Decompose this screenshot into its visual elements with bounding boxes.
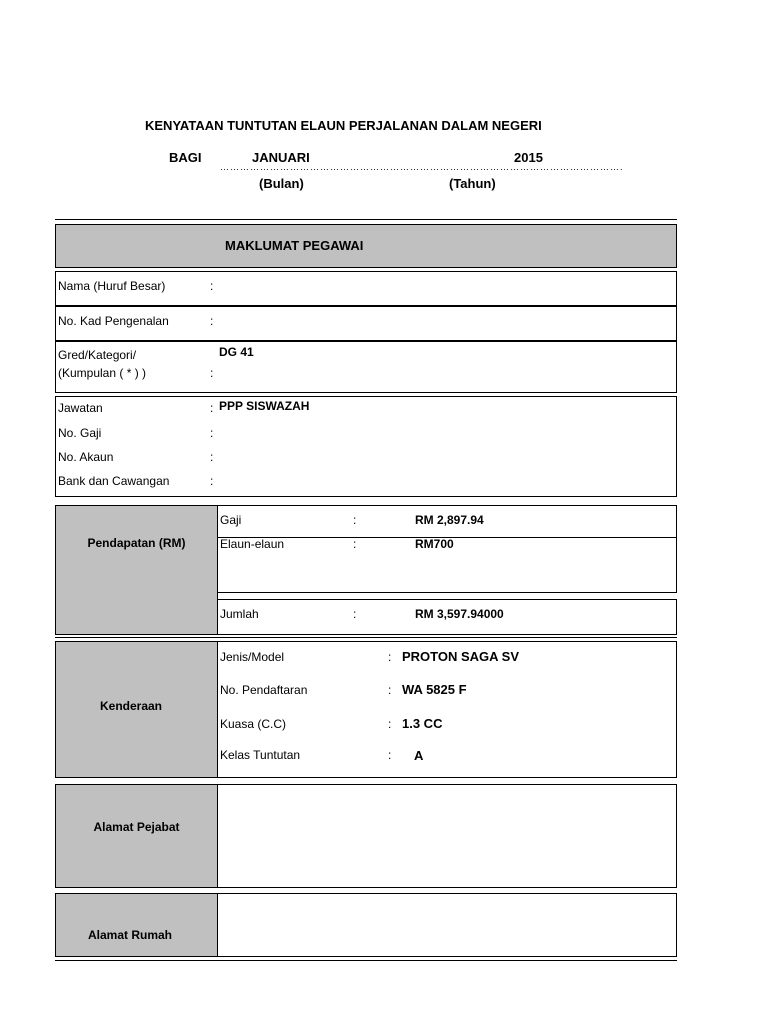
power-value: 1.3 CC [402, 716, 443, 731]
section-header-title: MAKLUMAT PEGAWAI [225, 238, 364, 253]
salary-colon: : [353, 513, 357, 527]
vehicle-label: Kenderaan [99, 699, 163, 713]
home-address-label: Alamat Rumah [87, 928, 173, 942]
office-address-field[interactable] [217, 784, 677, 888]
allowance-label: Elaun-elaun [220, 537, 285, 551]
frame-bottom-line [55, 960, 677, 961]
income-label-cell [55, 505, 218, 635]
month-caption: (Bulan) [259, 176, 304, 191]
total-value: RM 3,597.94000 [415, 607, 504, 621]
frame-top-line [55, 219, 677, 220]
power-label: Kuasa (C.C) [220, 717, 287, 731]
total-label: Jumlah [220, 607, 259, 621]
bank-label: Bank dan Cawangan [58, 474, 170, 488]
post-value: PPP SISWAZAH [219, 399, 310, 413]
post-label: Jawatan [58, 401, 103, 415]
form-title: KENYATAAN TUNTUTAN ELAUN PERJALANAN DALAM NEGERI [145, 118, 542, 133]
model-value: PROTON SAGA SV [402, 649, 520, 664]
vehicle-top-line [55, 637, 677, 638]
income-label: Pendapatan (RM) [87, 536, 186, 550]
office-address-label-cell [55, 784, 218, 888]
bank-colon: : [210, 474, 214, 488]
grade-value: DG 41 [219, 345, 254, 359]
reg-label: No. Pendaftaran [220, 683, 308, 697]
section-header [55, 224, 677, 268]
period-year: 2015 [514, 150, 543, 165]
period-bagi-label: BAGI [169, 150, 202, 165]
model-colon: : [388, 650, 392, 664]
salary-no-label: No. Gaji [58, 426, 102, 440]
name-colon: : [210, 279, 214, 293]
period-dotted-line: …………………………………………………………………………………………………………. [220, 162, 624, 172]
grade-label-1: Gred/Kategori/ [58, 348, 137, 362]
allowance-value: RM700 [415, 537, 454, 551]
salary-label: Gaji [220, 513, 242, 527]
office-address-label: Alamat Pejabat [93, 820, 180, 834]
class-colon: : [388, 748, 392, 762]
reg-colon: : [388, 683, 392, 697]
grade-colon: : [210, 366, 214, 380]
account-label: No. Akaun [58, 450, 114, 464]
salary-no-colon: : [210, 426, 214, 440]
grade-label-2: (Kumpulan ( * ) ) [58, 366, 147, 380]
post-colon: : [210, 401, 214, 415]
ic-label: No. Kad Pengenalan [58, 314, 169, 328]
class-value: A [414, 748, 424, 763]
class-label: Kelas Tuntutan [220, 748, 301, 762]
year-caption: (Tahun) [449, 176, 496, 191]
account-colon: : [210, 450, 214, 464]
period-month: JANUARI [252, 150, 310, 165]
model-label: Jenis/Model [220, 650, 285, 664]
reg-value: WA 5825 F [402, 682, 467, 697]
salary-value: RM 2,897.94 [415, 513, 484, 527]
home-address-label-cell [55, 893, 218, 957]
power-colon: : [388, 717, 392, 731]
home-address-field[interactable] [217, 893, 677, 957]
name-label: Nama (Huruf Besar) [58, 279, 166, 293]
allowance-colon: : [353, 537, 357, 551]
ic-colon: : [210, 314, 214, 328]
total-colon: : [353, 607, 357, 621]
grade-row [55, 341, 677, 393]
